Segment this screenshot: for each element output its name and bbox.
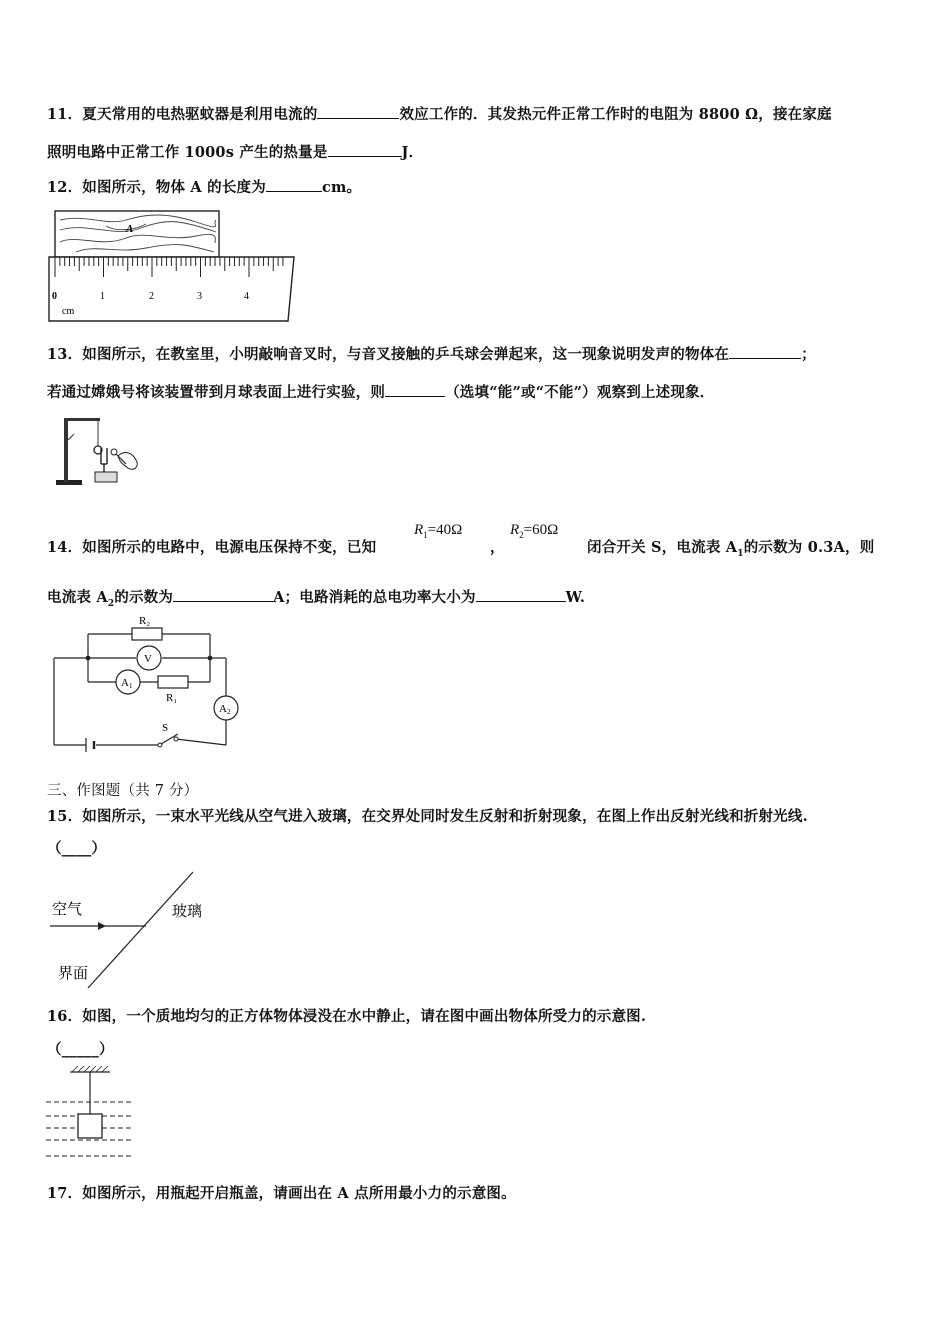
switch-s xyxy=(158,734,178,747)
interface-label: 界面 xyxy=(58,964,89,982)
q14-line1 xyxy=(47,536,376,557)
object-a-label: A xyxy=(126,223,134,235)
switch-label: S xyxy=(162,722,169,734)
junction-right xyxy=(208,656,213,661)
q14-text-2a: 电流表 A xyxy=(47,589,108,606)
ruler-unit: cm xyxy=(62,306,75,317)
r1-subscript: 1 xyxy=(423,530,428,540)
r2-symbol: R xyxy=(510,522,520,538)
q11-text-1b: 效应工作的．其发热元件正常工作时的电阻为 8800 Ω，接在家庭 xyxy=(399,106,832,123)
r2-label: R₂ xyxy=(139,615,151,627)
q14-text-1a: 14．如图所示的电路中，电源电压保持不变，已知 xyxy=(47,539,377,556)
ruler-figure xyxy=(46,208,298,324)
q14-blank-1[interactable] xyxy=(173,587,273,602)
tick-label-4: 4 xyxy=(244,291,249,302)
q12-text-a: 12．如图所示，物体 A 的长度为 xyxy=(47,179,266,196)
r2-subscript: 2 xyxy=(519,530,524,540)
interface-line xyxy=(88,872,193,988)
q14-text-1b: 闭合开关 S，电流表 A xyxy=(587,539,738,556)
submerged-cube-figure xyxy=(44,1066,138,1162)
q12-line xyxy=(47,176,361,197)
q12-blank[interactable] xyxy=(266,177,322,192)
q13-text-1-end: ； xyxy=(801,346,816,363)
cube-object xyxy=(78,1114,102,1138)
junction-left xyxy=(86,656,91,661)
q13-line2 xyxy=(47,381,714,402)
q16-answer[interactable]: （_____） xyxy=(47,1041,114,1058)
battery xyxy=(86,738,94,752)
tick-label-0: 0 xyxy=(52,291,57,302)
q14-separator: ， xyxy=(490,539,505,556)
q13-text-2a: 若通过嫦娥号将该装置带到月球表面上进行实验，则 xyxy=(47,384,386,401)
hand-with-hammer xyxy=(111,449,137,469)
q14-line2 xyxy=(47,586,585,609)
q14-text-1c: 的示数为 0.3A，则 xyxy=(743,539,875,556)
ceiling-hatch xyxy=(70,1066,110,1072)
refraction-figure xyxy=(46,868,226,992)
q11-text-2b: J． xyxy=(401,144,424,161)
a2-label: A2 xyxy=(219,703,231,716)
q13-blank-1[interactable] xyxy=(729,344,801,359)
section-3-title: 三、作图题（共 7 分） xyxy=(47,783,199,799)
q11-text-1a: 11．夏天常用的电热驱蚊器是利用电流的 xyxy=(47,106,318,123)
circuit-diagram xyxy=(50,612,246,752)
q14-a1-sub: 1 xyxy=(737,548,744,559)
voltmeter-label: V xyxy=(144,653,152,665)
glass-label: 玻璃 xyxy=(172,902,203,920)
a1-label: A1 xyxy=(121,677,133,690)
tick-label-1: 1 xyxy=(100,291,105,302)
q13-text-2b: （选填“能”或“不能”）观察到上述现象． xyxy=(445,384,715,401)
q12-text-b: cm。 xyxy=(321,179,362,196)
ruler xyxy=(49,257,294,321)
resistor-r2 xyxy=(132,628,162,640)
ray-arrow xyxy=(98,922,106,930)
q14-text-2c: A；电路消耗的总电功率大小为 xyxy=(273,589,476,606)
q14-a2-sub: 2 xyxy=(107,598,115,609)
wooden-block-a xyxy=(55,211,219,257)
r1-label: R₁ xyxy=(166,692,178,704)
r1-value: =40Ω xyxy=(427,522,463,538)
q15-text: 15．如图所示，一束水平光线从空气进入玻璃，在交界处同时发生反射和折射现象，在图上作出反射光线和折射光线. xyxy=(47,808,808,825)
q11-text-2a: 照明电路中正常工作 1000s 产生的热量是 xyxy=(47,144,328,161)
r2-value: =60Ω xyxy=(523,522,559,538)
r1-formula xyxy=(414,522,462,540)
resistor-r1 xyxy=(158,676,188,688)
q11-line1 xyxy=(47,103,832,124)
tick-label-2: 2 xyxy=(149,291,154,302)
tick-label-3: 3 xyxy=(197,291,202,302)
q15-answer[interactable]: （____） xyxy=(47,840,107,857)
q14-text-2b: 的示数为 xyxy=(114,589,174,606)
r2-formula xyxy=(510,522,558,540)
q13-blank-2[interactable] xyxy=(385,382,445,397)
q11-blank-2[interactable] xyxy=(328,142,402,157)
q14-blank-2[interactable] xyxy=(476,587,566,602)
q17-text: 17．如图所示，用瓶起开启瓶盖，请画出在 A 点所用最小力的示意图。 xyxy=(47,1185,516,1202)
q16-text: 16．如图，一个质地均匀的正方体物体浸没在水中静止，请在图中画出物体所受力的示意图. xyxy=(47,1008,647,1025)
q14-text-2d: W. xyxy=(565,589,586,606)
air-label: 空气 xyxy=(52,900,83,918)
q14-line1-rest xyxy=(587,536,874,559)
r1-symbol: R xyxy=(414,522,424,538)
tuning-fork-figure xyxy=(50,410,146,488)
q11-line2 xyxy=(47,141,423,162)
q13-text-1: 13．如图所示，在教室里，小明敲响音叉时，与音叉接触的乒乓球会弹起来，这一现象说明发声的物体在 xyxy=(47,346,730,363)
q13-line1 xyxy=(47,343,816,364)
q11-blank-1[interactable] xyxy=(317,104,399,119)
